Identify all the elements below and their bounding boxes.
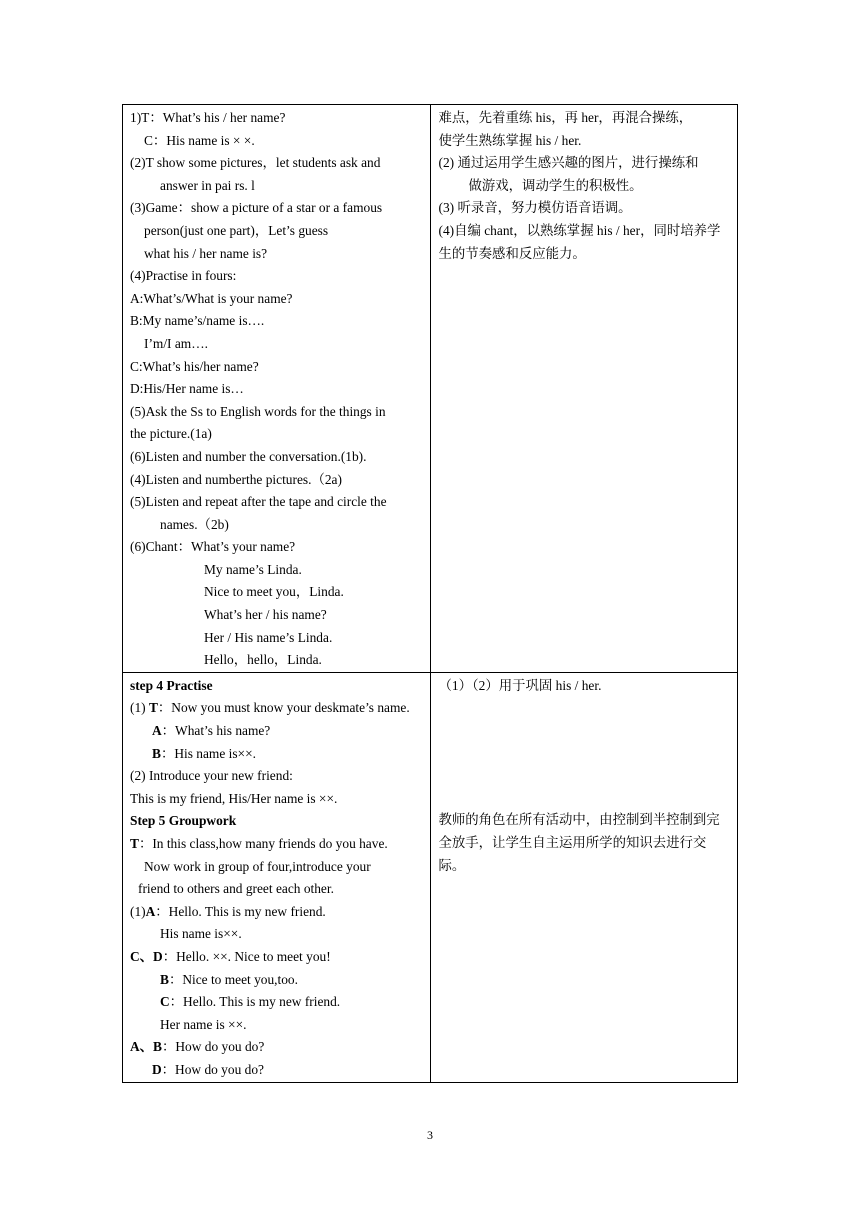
text-line (130, 991, 425, 1014)
text-line: B:My name’s/name is…. (130, 313, 265, 329)
text-line: (4)Listen and numberthe pictures.（2a) (130, 471, 342, 487)
text-line: what his / her name is? (144, 245, 268, 261)
dialogue-text: ：How do you do? (162, 1039, 265, 1055)
speaker: A (152, 723, 162, 739)
text-line: person(just one part)，Let’s guess (144, 222, 329, 238)
dialogue-text: ：Hello. This is my new friend. (169, 994, 341, 1010)
text-line: (6)Listen and number the conversation.(1b). (130, 448, 367, 464)
speaker: C、D (130, 948, 163, 964)
dialogue-text: ：How do you do? (161, 1061, 264, 1077)
dialogue-text: ：In this class,how many friends do you have. (138, 836, 388, 851)
text-line: Hello，hello，Linda. (204, 652, 322, 668)
procedure-text (123, 673, 430, 1082)
speaker: T (130, 836, 139, 851)
spacer (439, 697, 732, 809)
item-number: (1) (130, 700, 149, 716)
dialogue-text: ：Now you must know your deskmate’s name. (157, 700, 410, 716)
text-line: Her name is ××. (160, 1016, 247, 1032)
speaker: B (152, 745, 161, 761)
speaker: T (148, 700, 158, 716)
item-number: (1) (130, 903, 146, 919)
text-line (130, 901, 425, 924)
step-heading: Step 5 Groupwork (130, 813, 237, 829)
text-line: Her / His name’s Linda. (204, 629, 333, 645)
text-line: My name’s Linda. (204, 561, 302, 577)
text-line: friend to others and greet each other. (138, 881, 334, 897)
text-line: C：His name is × ×. (144, 132, 255, 148)
text-line: (4)自编 chant，以熟练掌握 his / her，同时培养学生的节奏感和反应能力。 (438, 222, 721, 261)
procedure-text (123, 105, 430, 672)
text-line: D:His/Her name is… (130, 381, 244, 397)
text-line: 1)T：What’s his / her name? (130, 110, 286, 125)
lesson-plan-table (122, 104, 738, 1083)
page-number: 3 (427, 1128, 433, 1142)
speaker: D (152, 1061, 162, 1077)
dialogue-text: ：His name is××. (160, 745, 257, 761)
dialogue-text: ：Nice to meet you,too. (168, 971, 298, 987)
text-line: 难点，先着重练 his，再 her，再混合操练， (438, 110, 693, 125)
text-line: C:What’s his/her name? (130, 358, 259, 374)
speaker: A (145, 903, 156, 919)
procedure-cell (123, 105, 431, 673)
table-row (123, 105, 738, 673)
text-line: Nice to meet you，Linda. (204, 584, 344, 600)
text-line: A:What’s/What is your name? (130, 290, 293, 306)
text-line: 做游戏，调动学生的积极性。 (468, 177, 643, 193)
text-line: answer in pai rs. l (160, 177, 255, 193)
text-line (130, 697, 425, 720)
step-heading: step 4 Practise (130, 677, 213, 693)
text-line: names.（2b) (160, 516, 229, 532)
text-line: (5)Listen and repeat after the tape and circle the (130, 494, 387, 510)
text-line: (2) Introduce your new friend: (130, 768, 293, 784)
text-line: I’m/I am…. (144, 335, 208, 351)
text-line: the picture.(1a) (130, 426, 212, 442)
text-line (130, 1059, 425, 1082)
speaker: C (160, 994, 170, 1010)
text-line: (6)Chant：What’s your name? (130, 539, 296, 555)
text-line (130, 1036, 425, 1059)
text-line: What’s her / his name? (204, 607, 327, 623)
text-line (130, 833, 425, 856)
text-line: (5)Ask the Ss to English words for the things in (130, 403, 386, 419)
text-line: (3)Game：show a picture of a star or a famous (130, 200, 383, 216)
speaker: A、B (130, 1039, 162, 1055)
text-line: This is my friend, His/Her name is ××. (130, 790, 338, 806)
purpose-text (431, 105, 738, 265)
table-row (123, 672, 738, 1082)
speaker: B (160, 971, 169, 987)
text-line: (2)T show some pictures，let students ask and (130, 155, 381, 171)
purpose-cell (430, 672, 738, 1082)
text-line: (3) 听录音，努力模仿语音语调。 (438, 200, 632, 216)
text-line: (4)Practise in fours: (130, 268, 237, 284)
purpose-cell (430, 105, 738, 673)
text-line: His name is××. (160, 926, 242, 942)
dialogue-text: ：What’s his name? (161, 723, 271, 739)
text-line: （1）（2）用于巩固 his / her. (438, 677, 602, 693)
text-line (130, 743, 425, 766)
text-line (130, 969, 425, 992)
text-line: 使学生熟练掌握 his / her. (438, 132, 582, 148)
text-line: 教师的角色在所有活动中，由控制到半控制到完全放手，让学生自主运用所学的知识去进行交际。 (438, 812, 720, 873)
procedure-cell (123, 672, 431, 1082)
dialogue-text: ：Hello. ××. Nice to meet you! (162, 948, 331, 964)
text-line (130, 720, 425, 743)
purpose-text (431, 673, 738, 877)
text-line (130, 946, 425, 969)
text-line: (2) 通过运用学生感兴趣的图片，进行操练和 (438, 155, 699, 171)
text-line: Now work in group of four,introduce your (144, 858, 371, 874)
dialogue-text: ：Hello. This is my new friend. (155, 903, 326, 919)
